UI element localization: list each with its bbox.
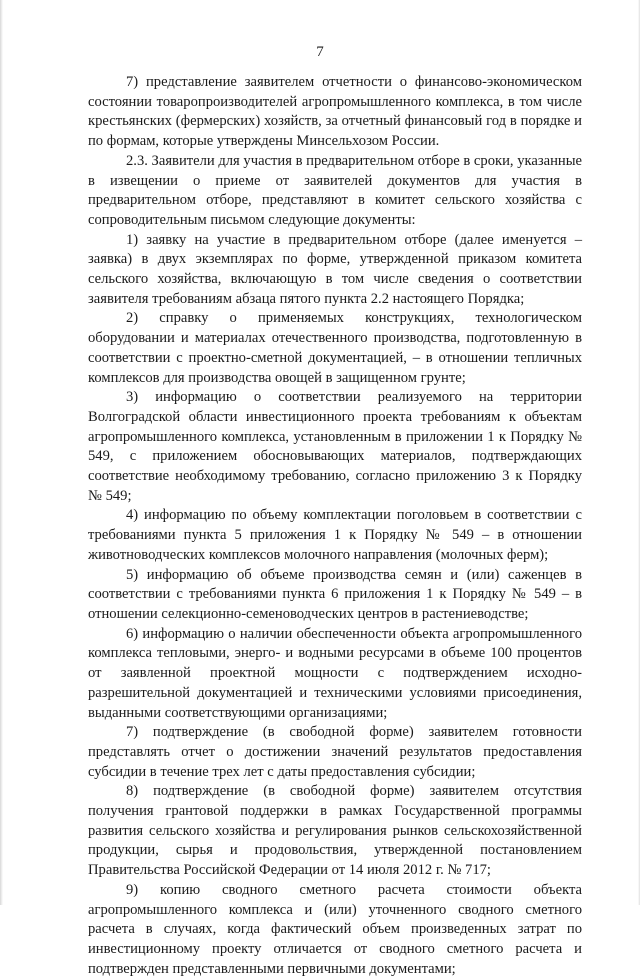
paragraph-doc-9-estimate: 9) копию сводного сметного расчета стоимости объекта агропромышленного комплекса и (или) уточненного сводного сметного расчета в случаях, когда фактический объем произведенных затрат по инвестиционному проекту отличается от сводного сметного расчета и подтвержден представленными первичными документами;: [88, 881, 582, 977]
paragraph-doc-3-project-info: 3) информацию о соответствии реализуемого на территории Волгоградской области инвестиционного проекта требованиям к объектам агропромышленного комплекса, установленным в приложении 1 к Порядку № 549, с приложением обосновывающих материалов, подтверждающих соответствие необходимому требованию, согласно приложению 3 к Порядку № 549;: [88, 389, 582, 504]
paragraph-doc-6-resources: 6) информацию о наличии обеспеченности объекта агропромышленного комплекса тепловыми, энерго- и водными ресурсами в объеме 100 процентов от заявленной проектной мощности с подтверждением исходно-разрешительной документацией и техническими условиями присоединения, выданными соответствующими организациями;: [88, 625, 582, 721]
paragraph-doc-5-seeds: 5) информацию об объеме производства семян и (или) саженцев в соответствии с требованиями пункта 6 приложения 1 к Порядку № 549 – в отношении селекционно-семеноводческих центров в растениеводстве;: [88, 566, 582, 622]
paragraph-doc-8-no-grant: 8) подтверждение (в свободной форме) заявителем отсутствия получения грантовой поддержки в рамках Государственной программы развития сельского хозяйства и регулирования рынков сельскохозяйственной продукции, сырья и продовольствия, утвержденной постановлением Правительства Российской Федерации от 14 июля 2012 г. № 717;: [88, 783, 582, 879]
paragraph-section-2-3: 2.3. Заявители для участия в предварительном отборе в сроки, указанные в извещении о приеме от заявителей документов для участия в предварительном отборе, представляют в комитет сельского хозяйства с сопроводительным письмом следующие документы:: [88, 152, 582, 228]
paragraph-doc-2-certificate: 2) справку о применяемых конструкциях, технологическом оборудовании и материалах отечественного производства, подготовленную в соответствии с проектно-сметной документацией, – в отношении тепличных комплексов для производства овощей в защищенном грунте;: [88, 310, 582, 386]
page-number: 7: [316, 44, 324, 60]
paragraph-item-7-reporting: 7) представление заявителем отчетности о финансово-экономическом состоянии товаропроизводителей агропромышленного комплекса, в том числе крестьянских (фермерских) хозяйств, за отчетный финансовый год в порядке и по формам, которые утверждены Минсельхозом России.: [88, 74, 582, 150]
paragraph-doc-4-livestock: 4) информацию по объему комплектации поголовьем в соответствии с требованиями пункта 5 приложения 1 к Порядку № 549 – в отношении животноводческих комплексов молочного направления (молочных ферм);: [88, 507, 582, 563]
paragraph-doc-1-application: 1) заявку на участие в предварительном отборе (далее именуется – заявка) в двух экземплярах по форме, утвержденной приказом комитета сельского хозяйства, включающую в том числе сведения о соответствии заявителя требованиям абзаца пятого пункта 2.2 настоящего Порядка;: [88, 231, 582, 307]
scan-edge-left: [0, 0, 3, 905]
document-body: [88, 73, 582, 979]
paragraph-doc-7-report-readiness: 7) подтверждение (в свободной форме) заявителем готовности представлять отчет о достижении значений результатов предоставления субсидии в течение трех лет с даты предоставления субсидии;: [88, 724, 582, 780]
